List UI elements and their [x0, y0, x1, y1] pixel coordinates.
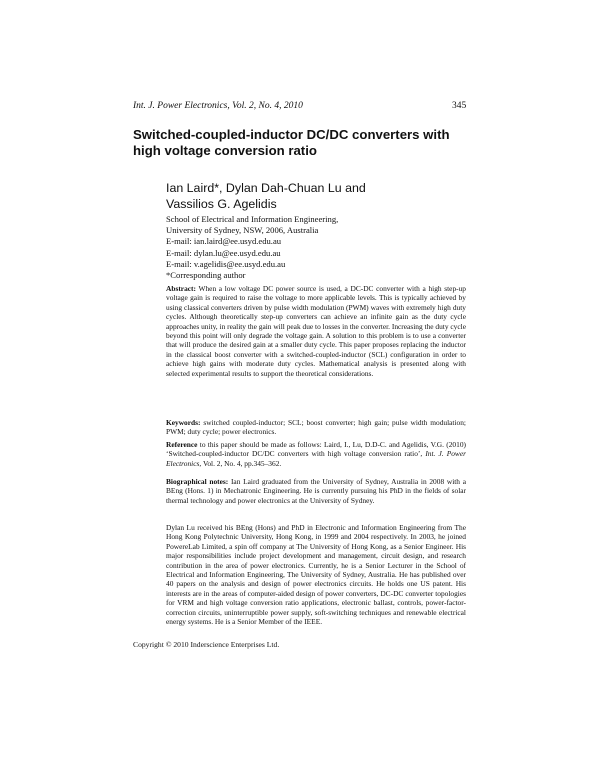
running-head: Int. J. Power Electronics, Vol. 2, No. 4, 2010 — [133, 101, 303, 111]
abstract — [166, 284, 466, 378]
keywords-label: Keywords: — [166, 418, 201, 427]
biography-laird — [166, 477, 466, 505]
reference-label: Reference — [166, 440, 198, 449]
biographical-notes-label: Biographical notes: — [166, 477, 229, 486]
author-line-1: Ian Laird*, Dylan Dah-Chuan Lu and — [166, 181, 366, 195]
abstract-label: Abstract: — [166, 284, 196, 293]
reference-volume: , Vol. 2, No. 4, pp.345–362. — [199, 458, 282, 468]
author-line-2: Vassilios G. Agelidis — [166, 197, 277, 211]
email-laird: E-mail: ian.laird@ee.usyd.edu.au — [166, 236, 282, 247]
keywords-text: switched coupled-inductor; SCL; boost converter; high gain; pulse width modulation; PWM; duty cycle; power electronics. — [166, 418, 466, 437]
reference-note — [166, 440, 466, 468]
author-list — [166, 180, 466, 212]
page-number: 345 — [452, 101, 467, 111]
biography-laird-text: Ian Laird graduated from the University of Sydney, Australia in 2008 with a BEng (Hons. 1) in Mechatronic Engineering. He is currently pursuing his PhD in the fields of solar thermal technology and power electronics at the University of Sydney. — [166, 477, 466, 505]
corresponding-author-note: *Corresponding author — [166, 270, 246, 281]
copyright-notice: Copyright © 2010 Inderscience Enterprises Ltd. — [133, 640, 280, 649]
affiliation-school: School of Electrical and Information Engineering, — [166, 214, 339, 224]
biography-lu: Dylan Lu received his BEng (Hons) and PhD in Electronic and Information Engineering from The Hong Kong Polytechnic University, Hong Kong, in 1999 and 2004 respectively. In 2003, he joined PowereLab Limited, a spin off company at The University of Hong Kong, as a Senior Engineer. His major responsibilities include project development and management, circuit design, and research contribution in the area of power electronics. Currently, he is a Senior Lecturer in the School of Electrical and Information Engineering, The University of Sydney, Australia. He has published over 40 papers on the analysis and design of power electronics circuits. He holds one US patent. His interests are in the areas of computer-aided design of power converters, DC-DC converter topologies for VRM and high voltage conversion ratio applications, electronic ballast, controls, power-factor-correction circuits, uninterruptible power supply, soft-switching techniques and renewable electrical energy systems. He is a Senior Member of the IEEE. — [166, 523, 466, 627]
abstract-text: When a low voltage DC power source is used, a DC-DC converter with a high step-up voltage gain is required to raise the voltage to more applicable levels. This is typically achieved by using classical converters driven by pulse width modulation (PWM) waves with extremely high duty cycles. Although theoretically step-up converters can achieve an infinite gain as the duty cycle approaches unity, in reality the gain will peak due to losses in the converter. Increasing the duty cycle beyond this point will only degrade the voltage gain. A solution to this problem is to use a converter that will produce the desired gain at a smaller duty cycle. This paper proposes replacing the inductor in the classical boost converter with a switched-coupled-inductor (SCL) configuration in order to achieve high gains with moderate duty cycles. Mathematical analysis is presented along with selected experimental results to support the theoretical considerations. — [166, 284, 466, 378]
paper-title: Switched-coupled-inductor DC/DC converters with high voltage conversion ratio — [133, 127, 450, 158]
email-lu: E-mail: dylan.lu@ee.usyd.edu.au — [166, 247, 281, 258]
email-agelidis: E-mail: v.agelidis@ee.usyd.edu.au — [166, 258, 286, 269]
reference-text: to this paper should be made as follows: Laird, I., Lu, D.D-C. and Agelidis, V.G. (2010) ‘Switched-coupled-inductor DC/DC converters with high voltage conversion ratio’, — [166, 440, 466, 459]
affiliation-university: University of Sydney, NSW, 2006, Australia — [166, 225, 319, 236]
reference-journal: Int. J. Power Electronics — [166, 449, 466, 468]
affiliation-block — [166, 214, 466, 281]
keywords — [166, 418, 466, 437]
